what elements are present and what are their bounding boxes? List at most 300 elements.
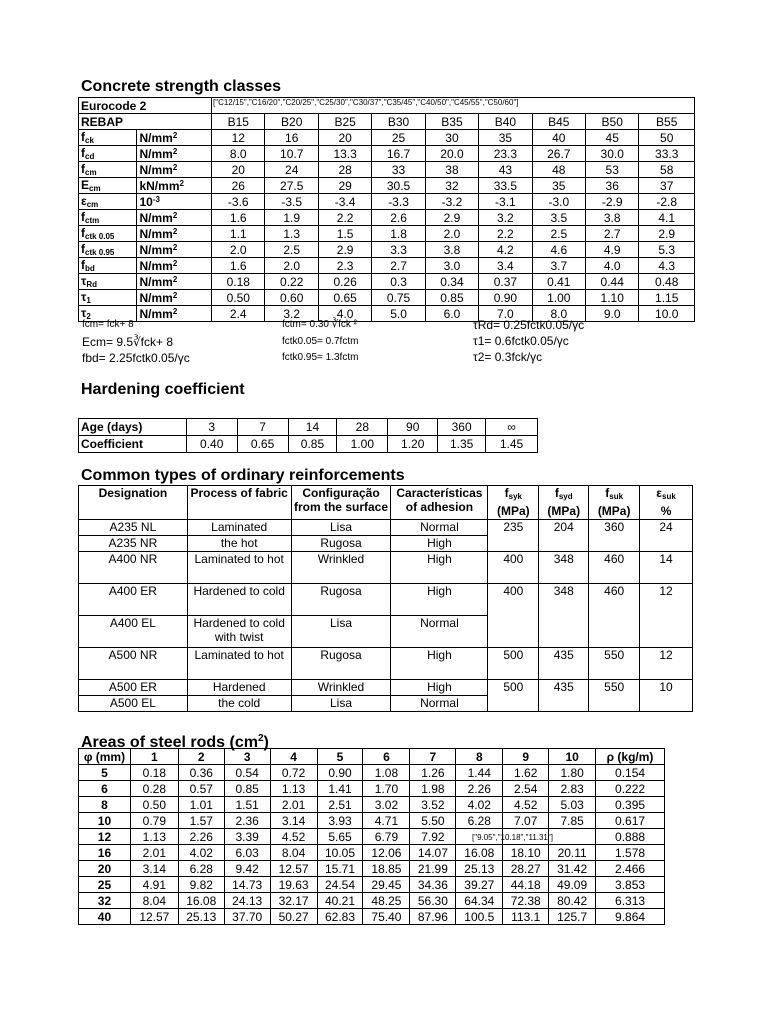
steel-rods-header-row (79, 749, 665, 765)
rod-area: 15.71 (317, 861, 363, 877)
property-row (79, 162, 695, 178)
rod-area: 4.71 (363, 813, 410, 829)
rod-area: 6.03 (224, 845, 270, 861)
fsuk-value: 550 (589, 680, 640, 712)
rod-area: 0.85 (224, 781, 270, 797)
property-value: 1.15 (639, 290, 695, 306)
property-value: 0.85 (425, 290, 478, 306)
property-value: 8.0 (532, 306, 585, 322)
adhesion-cell: High (391, 584, 488, 616)
class-header-B40: B40 (479, 114, 532, 130)
rod-area: 50.27 (270, 909, 317, 925)
formula-fctk095: fctk0.95= 1.3fctm (282, 352, 359, 363)
property-row (79, 130, 695, 146)
property-value: 1.8 (372, 226, 425, 242)
class-header-B25: B25 (318, 114, 371, 130)
property-value: 0.48 (639, 274, 695, 290)
class-header-B35: B35 (425, 114, 478, 130)
rod-area: 56.30 (410, 893, 456, 909)
header-process: Process of fabric (187, 486, 291, 520)
property-value: 0.41 (532, 274, 585, 290)
bar-count-header: 4 (270, 749, 317, 765)
header-config: Configuração from the surface (291, 486, 391, 520)
header-esuk: $\varepsilon_{suk}$ % (640, 486, 693, 520)
property-value: 38 (425, 162, 478, 178)
rod-row (79, 877, 665, 893)
property-symbol: $f_{cm}$ (79, 162, 137, 178)
class-header-B30: B30 (372, 114, 425, 130)
age-value: ∞ (486, 419, 538, 436)
rod-area: 25.13 (456, 861, 503, 877)
rod-area: 1.51 (224, 797, 270, 813)
adhesion-cell: Normal (391, 696, 488, 712)
property-value: 2.6 (372, 210, 425, 226)
property-value: 2.9 (425, 210, 478, 226)
rod-area: 3.39 (224, 829, 270, 845)
rod-area: 2.26 (178, 829, 224, 845)
header-fsyk: $f_{syk}$ (MPa) (488, 486, 539, 520)
property-symbol: $E_{cm}$ (79, 178, 137, 194)
rod-area: 5.65 (317, 829, 363, 845)
coefficient-value: 0.65 (237, 436, 288, 453)
property-value: 0.26 (318, 274, 371, 290)
rod-area: 44.18 (503, 877, 549, 893)
fsuk-value: 360 (589, 520, 640, 552)
property-value: 2.0 (425, 226, 478, 242)
property-value: 58 (639, 162, 695, 178)
rod-area: 4.52 (503, 797, 549, 813)
rod-diameter: 16 (79, 845, 131, 861)
rod-area: 1.98 (410, 781, 456, 797)
configuration-cell: Wrinkled (291, 552, 391, 584)
rod-row (79, 813, 665, 829)
rod-area: 8.04 (270, 845, 317, 861)
rod-area: 1.08 (363, 765, 410, 781)
property-value: 3.0 (425, 258, 478, 274)
age-value: 360 (438, 419, 486, 436)
property-row (79, 194, 695, 210)
eurocode-row (79, 98, 695, 114)
rod-area: 1.13 (130, 829, 178, 845)
property-value: 3.8 (425, 242, 478, 258)
header-phi: φ (mm) (79, 749, 131, 765)
age-row (79, 419, 538, 436)
reinforcement-row (79, 552, 693, 584)
coefficient-value: 0.85 (288, 436, 337, 453)
rod-area: 113.1 (503, 909, 549, 925)
property-value: 2.4 (212, 306, 265, 322)
rod-area: 75.40 (363, 909, 410, 925)
rod-area: 8.04 (130, 893, 178, 909)
property-unit: $N/mm^2$ (137, 306, 212, 322)
property-symbol: $f_{bd}$ (79, 258, 137, 274)
rod-area: 1.62 (503, 765, 549, 781)
rod-rho: 0.222 (596, 781, 665, 797)
rod-area: 125.7 (549, 909, 596, 925)
formula-t2: τ2= 0.3fck/γc (473, 350, 543, 364)
property-value: 26.7 (532, 146, 585, 162)
process-cell: the cold (187, 696, 291, 712)
property-value: 32 (425, 178, 478, 194)
coefficient-value: 1.35 (438, 436, 486, 453)
class-header-B55: B55 (639, 114, 695, 130)
property-value: 0.60 (265, 290, 318, 306)
property-value: 33.5 (479, 178, 532, 194)
reinforcement-row (79, 680, 693, 696)
reinforcements-header-row (79, 486, 693, 520)
designation-cell: A235 NL (79, 520, 188, 536)
property-value: 3.4 (479, 258, 532, 274)
rod-area: 2.83 (549, 781, 596, 797)
steel-rods-title: Areas of steel rods $(cm^2)$ (81, 733, 269, 751)
rod-row (79, 861, 665, 877)
rod-area: 1.57 (178, 813, 224, 829)
fsyd-value: 435 (539, 680, 589, 712)
property-row (79, 146, 695, 162)
property-unit: $N/mm^2$ (137, 146, 212, 162)
process-cell: Hardened to cold (187, 584, 291, 616)
rod-area: 2.54 (503, 781, 549, 797)
fsuk-value: 460 (589, 584, 640, 648)
rod-area: 31.42 (549, 861, 596, 877)
property-value: 2.3 (318, 258, 371, 274)
designation-cell: A500 EL (79, 696, 188, 712)
property-value: 3.8 (586, 210, 639, 226)
bar-count-header: 2 (178, 749, 224, 765)
fsyk-value: 235 (488, 520, 539, 552)
rod-diameter: 8 (79, 797, 131, 813)
property-value: -3.1 (479, 194, 532, 210)
rod-area: 0.18 (130, 765, 178, 781)
property-value: -2.9 (586, 194, 639, 210)
property-symbol: $\tau_{Rd}$ (79, 274, 137, 290)
configuration-cell: Lisa (291, 520, 391, 536)
property-value: 2.0 (265, 258, 318, 274)
reinforcement-row (79, 584, 693, 616)
rod-row (79, 845, 665, 861)
property-row (79, 178, 695, 194)
property-value: 1.6 (212, 258, 265, 274)
esuk-value: 24 (640, 520, 693, 552)
eurocode-blank (212, 98, 695, 114)
class-header-B15: B15 (212, 114, 265, 130)
property-value: 30 (425, 130, 478, 146)
configuration-cell: Rugosa (291, 584, 391, 616)
rod-area: 0.79 (130, 813, 178, 829)
property-unit: $N/mm^2$ (137, 162, 212, 178)
property-symbol: $f_{ck}$ (79, 130, 137, 146)
rod-area: 29.45 (363, 877, 410, 893)
rod-area: 10.05 (317, 845, 363, 861)
reinforcement-row (79, 648, 693, 680)
property-value: 30.5 (372, 178, 425, 194)
property-symbol: $f_{cd}$ (79, 146, 137, 162)
bar-count-header: 6 (363, 749, 410, 765)
formula-ecm: Ecm= 9.5∛fck+ 8 (82, 335, 174, 349)
designation-cell: A500 ER (79, 680, 188, 696)
rod-area: 0.90 (317, 765, 363, 781)
rod-rho: 9.864 (596, 909, 665, 925)
rod-row (79, 829, 665, 845)
coefficient-row (79, 436, 538, 453)
process-cell: Laminated to hot (187, 648, 291, 680)
rod-rho: 1.578 (596, 845, 665, 861)
class-header-B50: B50 (586, 114, 639, 130)
steel-rods-note: ["9.05","10.18","11.31"] (472, 833, 553, 842)
property-value: 53 (586, 162, 639, 178)
property-unit: $kN/mm^2$ (137, 178, 212, 194)
property-value: 4.0 (586, 258, 639, 274)
esuk-value: 14 (640, 552, 693, 584)
rebap-row (79, 114, 695, 130)
rod-area: 18.10 (503, 845, 549, 861)
rod-area: 80.42 (549, 893, 596, 909)
property-value: 4.2 (479, 242, 532, 258)
rod-area: 25.13 (178, 909, 224, 925)
formula-fcm: fcm= fck+ 8 (82, 319, 134, 330)
rod-area: 1.44 (456, 765, 503, 781)
property-value: 0.18 (212, 274, 265, 290)
property-value: 0.22 (265, 274, 318, 290)
property-value: 50 (639, 130, 695, 146)
property-value: -3.3 (372, 194, 425, 210)
property-row (79, 274, 695, 290)
fsyk-value: 400 (488, 552, 539, 584)
property-value: 0.50 (212, 290, 265, 306)
configuration-cell: Lisa (291, 616, 391, 648)
rod-rho: 2.466 (596, 861, 665, 877)
rod-area: 2.36 (224, 813, 270, 829)
property-value: 20 (318, 130, 371, 146)
property-value: -3.4 (318, 194, 371, 210)
configuration-cell: Wrinkled (291, 680, 391, 696)
property-value: 45 (586, 130, 639, 146)
property-symbol: $\varepsilon_{cm}$ (79, 194, 137, 210)
rod-area: 7.92 (410, 829, 456, 845)
fsyd-value: 348 (539, 584, 589, 648)
property-value: 3.5 (532, 210, 585, 226)
rod-diameter: 20 (79, 861, 131, 877)
process-cell: Hardened to cold with twist (187, 616, 291, 648)
property-symbol: $f_{ctk 0.95}$ (79, 242, 137, 258)
rod-diameter: 6 (79, 781, 131, 797)
designation-cell: A400 ER (79, 584, 188, 616)
rod-area: 3.52 (410, 797, 456, 813)
rod-area: 12.06 (363, 845, 410, 861)
rod-area: 2.01 (270, 797, 317, 813)
property-value: 40 (532, 130, 585, 146)
process-cell: the hot (187, 536, 291, 552)
configuration-cell: Rugosa (291, 536, 391, 552)
coefficient-label: Coefficient (79, 436, 187, 453)
property-value: 3.2 (479, 210, 532, 226)
property-value: 1.10 (586, 290, 639, 306)
rod-area: 1.70 (363, 781, 410, 797)
rod-area: 6.79 (363, 829, 410, 845)
rod-area: 2.01 (130, 845, 178, 861)
property-value: 4.1 (639, 210, 695, 226)
fsyd-value: 204 (539, 520, 589, 552)
property-row (79, 258, 695, 274)
bar-count-header: 10 (549, 749, 596, 765)
property-value: 20 (212, 162, 265, 178)
property-value: 3.2 (265, 306, 318, 322)
formula-trd: τRd= 0.25fctk0.05/γc (473, 318, 585, 332)
rod-area: 14.73 (224, 877, 270, 893)
concrete-strength-title: Concrete strength classes (81, 78, 282, 95)
rod-area: 19.63 (270, 877, 317, 893)
rod-row (79, 781, 665, 797)
property-unit: $N/mm^2$ (137, 258, 212, 274)
bar-count-header: 7 (410, 749, 456, 765)
rod-rho: 6.313 (596, 893, 665, 909)
rod-area: 3.14 (270, 813, 317, 829)
property-row (79, 226, 695, 242)
property-value: 0.75 (372, 290, 425, 306)
rod-diameter: 5 (79, 765, 131, 781)
rod-area: 12.57 (270, 861, 317, 877)
steel-rods-table (78, 748, 665, 925)
property-value: 2.9 (318, 242, 371, 258)
property-value: 4.6 (532, 242, 585, 258)
rod-area: 18.85 (363, 861, 410, 877)
rod-area: 0.50 (130, 797, 178, 813)
age-value: 3 (186, 419, 237, 436)
property-value: 26 (212, 178, 265, 194)
property-value: 10.7 (265, 146, 318, 162)
property-value: 35 (532, 178, 585, 194)
reinforcement-row (79, 520, 693, 536)
rod-area: 0.28 (130, 781, 178, 797)
bar-count-header: 8 (456, 749, 503, 765)
adhesion-cell: High (391, 648, 488, 680)
rod-area: 5.50 (410, 813, 456, 829)
rod-area: 14.07 (410, 845, 456, 861)
property-value: -3.6 (212, 194, 265, 210)
reinforcements-table (78, 485, 693, 712)
property-value: 48 (532, 162, 585, 178)
property-unit: $10^{-3}$ (137, 194, 212, 210)
header-fsuk: $f_{suk}$ (MPa) (589, 486, 640, 520)
rod-diameter: 10 (79, 813, 131, 829)
property-value: 16.7 (372, 146, 425, 162)
designation-cell: A235 NR (79, 536, 188, 552)
hardening-title: Hardening coefficient (81, 381, 245, 398)
rod-diameter: 32 (79, 893, 131, 909)
rod-area: 49.09 (549, 877, 596, 893)
rod-area: 3.93 (317, 813, 363, 829)
fsyk-value: 500 (488, 648, 539, 680)
property-value: 2.2 (479, 226, 532, 242)
rod-area: 2.51 (317, 797, 363, 813)
property-value: 28 (318, 162, 371, 178)
rod-area: 4.02 (178, 845, 224, 861)
property-symbol: $\tau_1$ (79, 290, 137, 306)
header-rho: ρ (kg/m) (596, 749, 665, 765)
property-value: 2.5 (532, 226, 585, 242)
property-unit: $N/mm^2$ (137, 210, 212, 226)
property-row (79, 306, 695, 322)
property-value: 20.0 (425, 146, 478, 162)
rod-row (79, 765, 665, 781)
rebap-label: REBAP (79, 114, 212, 130)
property-value: 0.37 (479, 274, 532, 290)
reinforcements-title: Common types of ordinary reinforcements (81, 467, 405, 484)
property-value: 0.3 (372, 274, 425, 290)
rod-area: 4.02 (456, 797, 503, 813)
property-value: 23.3 (479, 146, 532, 162)
coefficient-value: 1.45 (486, 436, 538, 453)
fsyd-value: 435 (539, 648, 589, 680)
property-unit: $N/mm^2$ (137, 130, 212, 146)
property-value: 1.3 (265, 226, 318, 242)
rod-area: 0.57 (178, 781, 224, 797)
property-value: 7.0 (479, 306, 532, 322)
rod-row (79, 797, 665, 813)
rod-rho: 3.853 (596, 877, 665, 893)
property-value: 4.0 (318, 306, 371, 322)
property-symbol: $f_{ctm}$ (79, 210, 137, 226)
bar-count-header: 1 (130, 749, 178, 765)
property-value: 4.9 (586, 242, 639, 258)
rod-area: 20.11 (549, 845, 596, 861)
adhesion-cell: High (391, 536, 488, 552)
property-value: 30.0 (586, 146, 639, 162)
fsyd-value: 348 (539, 552, 589, 584)
configuration-cell: Lisa (291, 696, 391, 712)
property-value: 3.7 (532, 258, 585, 274)
formula-fctk005: fctk0.05= 0.7fctm (282, 336, 359, 347)
rod-area: 24.13 (224, 893, 270, 909)
coefficient-value: 0.40 (186, 436, 237, 453)
rod-area: 7.85 (549, 813, 596, 829)
property-unit: $N/mm^2$ (137, 242, 212, 258)
property-value: 16 (265, 130, 318, 146)
esuk-value: 10 (640, 680, 693, 712)
property-value: 2.7 (372, 258, 425, 274)
rod-area: 4.91 (130, 877, 178, 893)
process-cell: Hardened (187, 680, 291, 696)
concrete-strength-table (78, 97, 695, 322)
adhesion-cell: High (391, 552, 488, 584)
esuk-value: 12 (640, 584, 693, 648)
rod-area: 64.34 (456, 893, 503, 909)
property-value: 37 (639, 178, 695, 194)
property-symbol: $\tau_2$ (79, 306, 137, 322)
age-label: Age (days) (79, 419, 187, 436)
formula-t1: τ1= 0.6fctk0.05/γc (473, 334, 569, 348)
header-designation: Designation (79, 486, 188, 520)
property-value: -2.8 (639, 194, 695, 210)
coefficient-value: 1.00 (337, 436, 388, 453)
property-value: 35 (479, 130, 532, 146)
property-value: 2.7 (586, 226, 639, 242)
property-value: 24 (265, 162, 318, 178)
bar-count-header: 5 (317, 749, 363, 765)
rod-area: 87.96 (410, 909, 456, 925)
age-value: 7 (237, 419, 288, 436)
property-symbol: $f_{ctk 0.05}$ (79, 226, 137, 242)
rod-rho: 0.617 (596, 813, 665, 829)
rod-area: 34.36 (410, 877, 456, 893)
property-value: 2.9 (639, 226, 695, 242)
property-value: 2.0 (212, 242, 265, 258)
eurocode-label: Eurocode 2 (79, 98, 212, 114)
fsuk-value: 550 (589, 648, 640, 680)
property-row (79, 290, 695, 306)
rod-area: 16.08 (456, 845, 503, 861)
property-value: 1.1 (212, 226, 265, 242)
